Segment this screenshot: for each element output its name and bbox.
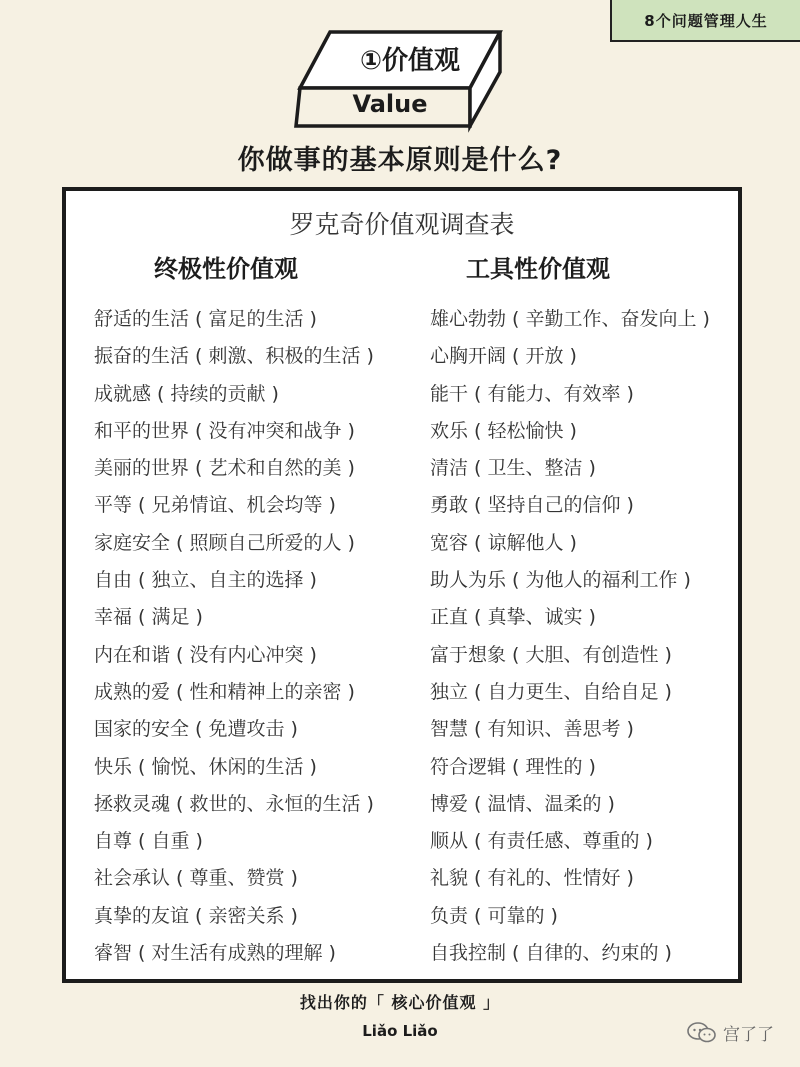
watermark xyxy=(687,1020,774,1045)
list-item: 富于想象 ( 大胆、有创造性 ) xyxy=(430,643,672,666)
terminal-values-header: 终极性价值观 xyxy=(154,255,298,283)
list-item: 独立 ( 自力更生、自给自足 ) xyxy=(430,680,672,703)
list-item: 振奋的生活 ( 刺激、积极的生活 ) xyxy=(94,345,374,368)
values-table xyxy=(62,187,742,983)
question-heading: 你做事的基本原则是什么? xyxy=(237,145,563,176)
list-item: 宽容 ( 谅解他人 ) xyxy=(430,531,577,554)
list-item: 符合逻辑 ( 理性的 ) xyxy=(430,755,596,778)
brand-logo: Liǎo Liǎo xyxy=(362,1022,438,1040)
list-item: 雄心勃勃 ( 辛勤工作、奋发向上 ) xyxy=(430,308,710,330)
list-item: 舒适的生活 ( 富足的生活 ) xyxy=(94,308,317,330)
list-item: 成熟的爱 ( 性和精神上的亲密 ) xyxy=(94,680,355,703)
list-item: 平等 ( 兄弟情谊、机会均等 ) xyxy=(94,494,336,517)
list-item: 自尊 ( 自重 ) xyxy=(94,830,203,853)
box-title: ①价值观 xyxy=(359,46,460,76)
list-item: 欢乐 ( 轻松愉快 ) xyxy=(430,419,577,442)
list-item: 快乐 ( 愉悦、休闲的生活 ) xyxy=(94,755,317,778)
list-item: 真挚的友谊 ( 亲密关系 ) xyxy=(94,904,298,927)
table-title: 罗克奇价值观调查表 xyxy=(289,210,515,239)
list-item: 国家的安全 ( 免遭攻击 ) xyxy=(94,718,298,741)
watermark-text: 宫了了 xyxy=(723,1025,774,1045)
list-item: 幸福 ( 满足 ) xyxy=(94,606,203,629)
list-item: 家庭安全 ( 照顾自己所爱的人 ) xyxy=(94,531,355,554)
list-item: 和平的世界 ( 没有冲突和战争 ) xyxy=(94,419,355,442)
list-item: 负责 ( 可靠的 ) xyxy=(430,904,558,927)
list-item: 助人为乐 ( 为他人的福利工作 ) xyxy=(430,569,691,592)
list-item: 心胸开阔 ( 开放 ) xyxy=(430,345,577,368)
list-item: 勇敢 ( 坚持自己的信仰 ) xyxy=(430,494,634,517)
wechat-icon xyxy=(687,1022,717,1044)
list-item: 拯救灵魂 ( 救世的、永恒的生活 ) xyxy=(94,792,374,815)
list-item: 自由 ( 独立、自主的选择 ) xyxy=(94,569,317,592)
list-item: 能干 ( 有能力、有效率 ) xyxy=(430,382,634,405)
list-item: 美丽的世界 ( 艺术和自然的美 ) xyxy=(94,457,355,480)
list-item: 智慧 ( 有知识、善思考 ) xyxy=(430,718,634,741)
instrumental-values-list xyxy=(430,301,710,972)
list-item: 成就感 ( 持续的贡献 ) xyxy=(94,382,279,405)
list-item: 自我控制 ( 自律的、约束的 ) xyxy=(430,942,672,965)
list-item: 博爱 ( 温情、温柔的 ) xyxy=(430,792,615,815)
terminal-values-list xyxy=(94,301,374,972)
header-tag: 8个问题管理人生 xyxy=(610,0,800,42)
list-item: 正直 ( 真挚、诚实 ) xyxy=(430,606,596,629)
list-item: 礼貌 ( 有礼的、性情好 ) xyxy=(430,867,634,890)
instrumental-values-header: 工具性价值观 xyxy=(466,255,610,283)
list-item: 清洁 ( 卫生、整洁 ) xyxy=(430,457,596,480)
list-item: 顺从 ( 有责任感、尊重的 ) xyxy=(430,830,653,853)
footer-caption: 找出你的「 核心价值观 」 xyxy=(299,993,501,1012)
list-item: 社会承认 ( 尊重、赞赏 ) xyxy=(94,867,298,890)
box-subtitle: Value xyxy=(352,90,428,118)
list-item: 内在和谐 ( 没有内心冲突 ) xyxy=(94,643,317,666)
list-item: 睿智 ( 对生活有成熟的理解 ) xyxy=(94,942,336,965)
